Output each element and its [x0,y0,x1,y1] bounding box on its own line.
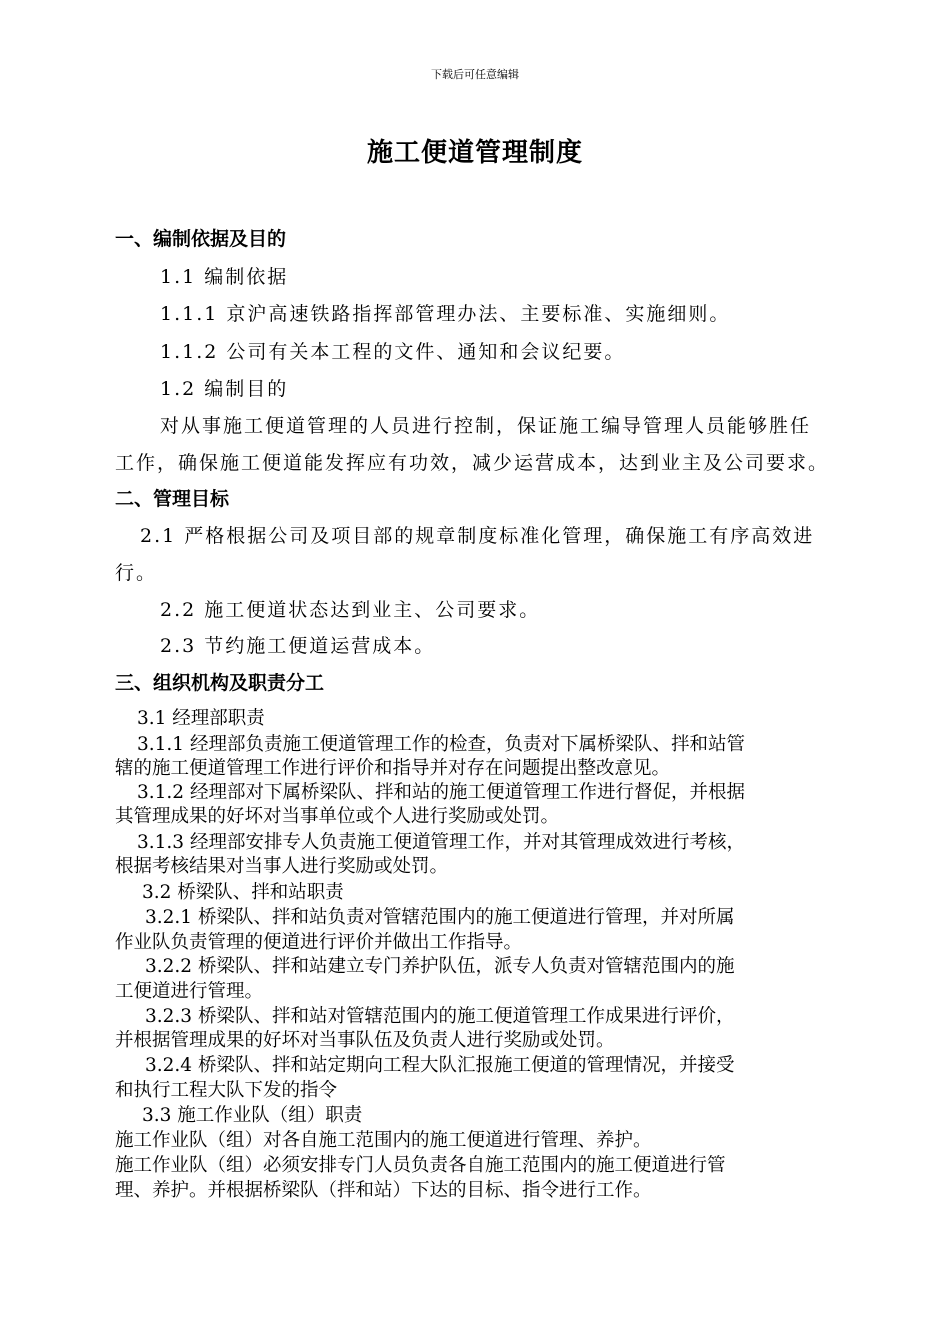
paragraph: 工便道进行管理。 [115,981,264,1002]
paragraph: 工作，确保施工便道能发挥应有功效，减少运营成本，达到业主及公司要求。 [115,452,830,474]
paragraph: 3.3 施工作业队（组）职责 [142,1105,363,1126]
paragraph: 3.2.1 桥梁队、拌和站负责对管辖范围内的施工便道进行管理，并对所属 [145,907,735,928]
section-heading: 二、管理目标 [115,488,230,510]
paragraph: 3.1.2 经理部对下属桥梁队、拌和站的施工便道管理工作进行督促，并根据 [137,782,745,803]
paragraph: 并根据管理成果的好坏对当事队伍及负责人进行奖励或处罚。 [115,1030,615,1051]
paragraph: 对从事施工便道管理的人员进行控制，保证施工编导管理人员能够胜任 [160,415,812,437]
paragraph: 3.2 桥梁队、拌和站职责 [142,882,344,903]
paragraph: 3.2.3 桥梁队、拌和站对管辖范围内的施工便道管理工作成果进行评价， [145,1006,735,1027]
paragraph: 施工作业队（组）对各自施工范围内的施工便道进行管理、养护。 [115,1130,652,1151]
paragraph: 作业队负责管理的便道进行评价并做出工作指导。 [115,932,523,953]
paragraph: 3.2.4 桥梁队、拌和站定期向工程大队汇报施工便道的管理情况，并接受 [145,1055,735,1076]
paragraph: 根据考核结果对当事人进行奖励或处罚。 [115,856,449,877]
paragraph: 1.1.2 公司有关本工程的文件、通知和会议纪要。 [160,341,626,363]
paragraph: 3.1.3 经理部安排专人负责施工便道管理工作，并对其管理成效进行考核， [137,832,745,853]
paragraph: 行。 [115,562,158,584]
paragraph: 1.1.1 京沪高速铁路指挥部管理办法、主要标准、实施细则。 [160,303,731,325]
header-note: 下载后可任意编辑 [431,68,519,81]
paragraph: 2.2 施工便道状态达到业主、公司要求。 [160,599,541,621]
paragraph: 和执行工程大队下发的指令 [115,1080,338,1101]
paragraph: 2.1 严格根据公司及项目部的规章制度标准化管理，确保施工有序高效进 [140,525,815,547]
paragraph: 1.2 编制目的 [160,378,289,400]
paragraph: 施工作业队（组）必须安排专门人员负责各自施工范围内的施工便道进行管 [115,1155,726,1176]
paragraph: 1.1 编制依据 [160,266,289,288]
paragraph: 3.1.1 经理部负责施工便道管理工作的检查，负责对下属桥梁队、拌和站管 [137,734,745,755]
document-title: 施工便道管理制度 [366,138,583,168]
paragraph: 理、养护。并根据桥梁队（拌和站）下达的目标、指令进行工作。 [115,1180,652,1201]
paragraph: 其管理成果的好坏对当事单位或个人进行奖励或处罚。 [115,806,560,827]
paragraph: 辖的施工便道管理工作进行评价和指导并对存在问题提出整改意见。 [115,758,671,779]
paragraph: 3.1 经理部职责 [137,708,265,729]
section-heading: 三、组织机构及职责分工 [115,672,325,694]
section-heading: 一、编制依据及目的 [115,228,287,250]
paragraph: 2.3 节约施工便道运营成本。 [160,635,436,657]
paragraph: 3.2.2 桥梁队、拌和站建立专门养护队伍，派专人负责对管辖范围内的施 [145,956,735,977]
